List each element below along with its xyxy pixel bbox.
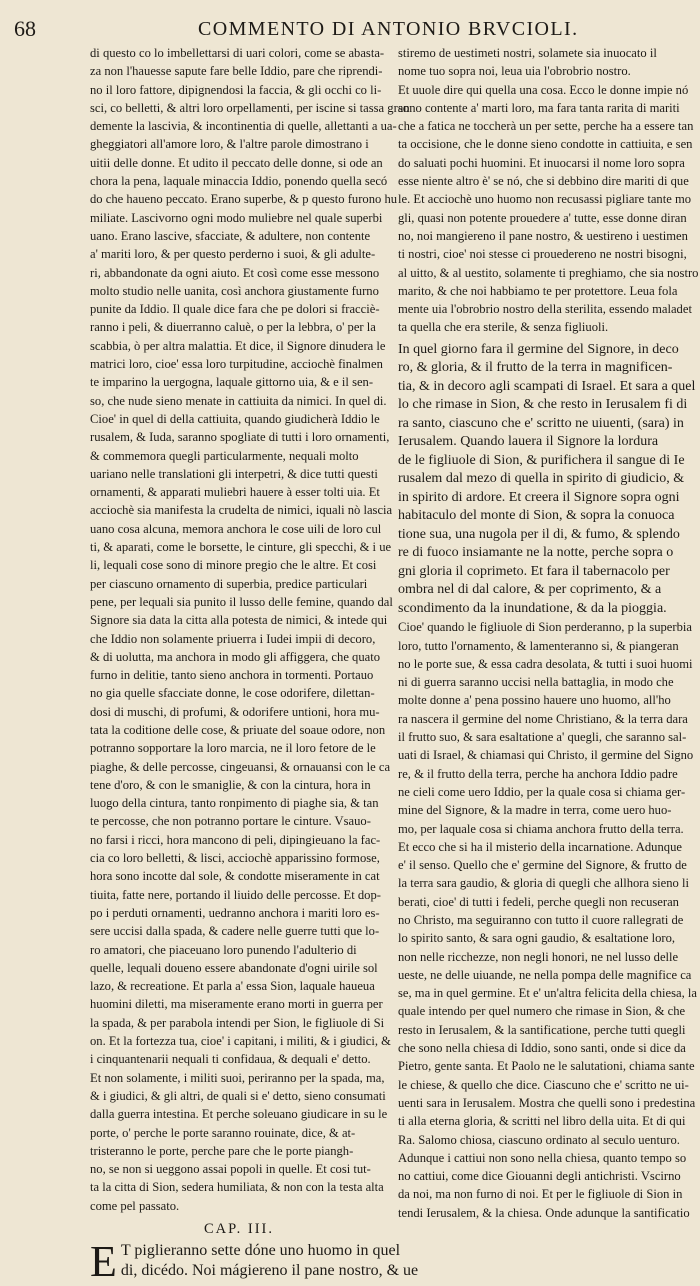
text-line: de le figliuole di Sion, & purifichera il sangue di Ie bbox=[398, 452, 685, 468]
text-line: uano cosa alcuna, memora anchora le cose uili de loro cul bbox=[90, 521, 382, 536]
text-line: uenti sara in Ierusalem. Mostra che quelli sono i predestina bbox=[398, 1095, 696, 1110]
text-line: no, se non si ueggono assai popoli in quelle. Et cosi tut- bbox=[90, 1162, 371, 1177]
text-line: no gia quelle sfacciate donne, le cose odorifere, dilettan- bbox=[90, 686, 375, 701]
text-line: & i giudici, & gli altri, de quali si e' detto, sieno consumati bbox=[90, 1088, 386, 1103]
text-line: re di fuoco insiamante ne la notte, perche sopra o bbox=[398, 545, 674, 561]
text-line: ne cieli come uero Iddio, per la quale cosa si chiama ger- bbox=[398, 784, 686, 799]
text-line: molte donne a' pena possino hauere uno huomo, all'ho bbox=[398, 693, 671, 708]
text-line: ombra nel di dal calore, & per coprimento, & a bbox=[398, 582, 662, 598]
text-line: pene, per lequali sia punito il lusso delle femine, quando dal bbox=[90, 594, 393, 609]
text-line: tendi Ierusalem, & la chiesa. Onde adunque la santificatio bbox=[398, 1205, 690, 1220]
text-line: tristeranno le porte, perche pare che le porte piangh- bbox=[90, 1143, 354, 1158]
text-line: gheggiatori all'amore loro, & l'altre parole dimostrano i bbox=[90, 137, 369, 152]
text-line: scabbia, ò per altra malattia. Et dice, il Signore dinudera le bbox=[90, 338, 386, 353]
text-line: gni gloria il coprimeto. Et fara il tabernacolo per bbox=[398, 563, 670, 579]
text-line: loro, tutto l'ornamento, & lamenteranno si, & piangeran bbox=[398, 638, 679, 653]
chapter-text bbox=[90, 1237, 419, 1286]
text-line: in spirito di ardore. Et creera il Signore sopra ogni bbox=[398, 489, 680, 505]
text-line: no, noi mangiereno il pane nostro, & uestireno i uestimen bbox=[398, 228, 688, 243]
text-line: stiremo de uestimeti nostri, solamete sia inuocato il bbox=[398, 46, 657, 60]
text-line: re, & il frutto della terra, perche ha anchora Iddio padre bbox=[398, 766, 678, 781]
text-line: rusalem dal mezo di quella in spirito di giudicio, & bbox=[398, 471, 685, 487]
text-line: la spada, & per parabola intendi per Sion, le figliuole di Si bbox=[90, 1015, 385, 1030]
running-title: COMMENTO DI ANTONIO BRVCIOLI. bbox=[198, 18, 579, 40]
text-line: gli, quasi non potente prouedere a' tutte, esse donne diran bbox=[398, 210, 687, 225]
text-line: luogo della cintura, tanto ronpimento di piaghe sia, & tan bbox=[90, 796, 379, 811]
text-line: il frutto suo, & sara esaltatione a' quegli, che saranno sal- bbox=[398, 730, 687, 745]
text-line: uano. Erano lascive, sfacciate, & adultere, non contente bbox=[90, 228, 371, 243]
text-line: ro, & gloria, & il frutto de la terra in magnificen- bbox=[398, 360, 673, 376]
text-line: te imparino la uergogna, laquale gittorno uia, & e il sen- bbox=[90, 375, 374, 390]
text-line: i cinquantenarii nequali ti confidaua, & dequali e' detto. bbox=[90, 1052, 371, 1067]
text-line: dosi di muschi, di profumi, & odorifere untioni, hora mu- bbox=[90, 704, 380, 719]
text-line: Signore sia data la citta alla potesta de nimici, & intede qui bbox=[90, 613, 388, 628]
text-line: resto in Ierusalem, & la santificatione, perche tutti quegli bbox=[398, 1022, 686, 1037]
text-line: quelle, lequali doueno essere abandonate d'ogni uirile sol bbox=[90, 960, 378, 975]
text-line: acciochè sia manifesta la crudelta de nimici, iquali nò lascia bbox=[90, 503, 393, 518]
text-line: mo, per laquale cosa si chiama anchora frutto della terra. bbox=[398, 821, 684, 836]
text-line: che a fatica ne toccherà un per sette, perche ha a essere tan bbox=[398, 119, 694, 134]
text-line: Cioe' in quel di della cattiuita, quando giudicherà Iddio le bbox=[90, 411, 380, 426]
text-line: dalla guerra intestina. Et perche soleuano giudicare in su le bbox=[90, 1107, 388, 1122]
text-line: per ciascuno ornamento di superbia, predice particulari bbox=[90, 576, 368, 591]
text-line: punite da Iddio. Il quale dice fara che pe dolori si fracciè- bbox=[90, 302, 380, 317]
text-line: piaghe, & delle percosse, cingeuansi, & ornauansi con le ca bbox=[90, 759, 391, 774]
text-line: po i perduti ornamenti, uedranno anchora i mariti loro es- bbox=[90, 905, 380, 920]
text-line: lo che rimase in Sion, & che resto in Ierusalem fi di bbox=[398, 397, 688, 413]
text-line: che Iddio non solamente priuerra i Iudei impii di decoro, bbox=[90, 631, 376, 646]
text-line: ta la citta di Sion, sedera humiliata, & non con la testa alta bbox=[90, 1180, 384, 1195]
text-line: ra nascera il germine del nome Christiano, & la terra dara bbox=[398, 711, 688, 726]
text-line: on. Et la fortezza tua, cioe' i capitani, i militi, & i giudici, & bbox=[90, 1034, 391, 1049]
text-line: esse niente altro è' se nó, che si debbino dire mariti di que bbox=[398, 174, 689, 189]
text-line: no le porte sue, & essa cadra desolata, & tutti i suoi huomi bbox=[398, 656, 693, 671]
text-line: porte, o' perche le porte saranno rouinate, dice, & at- bbox=[90, 1125, 356, 1140]
text-line: te percosse, che non potranno portare le cinture. Vsauo- bbox=[90, 814, 371, 829]
text-line: Pietro, gente santa. Et Paolo ne le salutationi, chiama sante bbox=[398, 1059, 695, 1074]
text-line: huomini diletti, ma miseramente erano morti in guerra per bbox=[90, 997, 383, 1012]
text-line: Cioe' quando le figliuole di Sion perderanno, p la superbia bbox=[398, 620, 692, 635]
text-line: Et uuole dire qui quella una cosa. Ecco le donne impie nó bbox=[398, 82, 689, 97]
text-line: tata la coditione delle cose, & priuate del soaue odore, non bbox=[90, 722, 386, 737]
text-line: da noi, ma non furno di noi. Et per le figliuole di Sion in bbox=[398, 1187, 683, 1202]
text-line: ti alla eterna gloria, & scritti nel libro della uita. Et di qui bbox=[398, 1114, 686, 1129]
text-line: lo spirito santo, & sara ogni gaudio, & esaltatione loro, bbox=[398, 931, 676, 946]
chapter-heading: CAP. III. bbox=[204, 1221, 274, 1237]
text-line: habitaculo del monte di Sion, & sopra la conuoca bbox=[398, 508, 675, 524]
right-column bbox=[398, 44, 699, 1220]
text-line: no cattiui, come dice Giouanni degli antichristi. Vscirno bbox=[398, 1169, 681, 1184]
text-line: ueste, ne delle uiuande, ne nella pompa delle magnifice ca bbox=[398, 967, 692, 982]
text-line: marito, & che noi habbiamo te per protettore. Leua fola bbox=[398, 283, 678, 298]
text-line: come pel passato. bbox=[90, 1198, 180, 1213]
text-line: In quel giorno fara il germine del Signore, in deco bbox=[398, 341, 679, 357]
text-line: ro amatori, che piaceuano loro punendo l'adulterio di bbox=[90, 942, 357, 957]
text-line: al uitto, & al uestito, solamente ti preghiamo, che sia nostro bbox=[398, 265, 699, 280]
text-line: non nelle ricchezze, non negli honori, ne nel lusso delle bbox=[398, 949, 679, 964]
text-line: ti, & aparati, come le borsette, le cinture, gli specchi, & i ue bbox=[90, 540, 392, 555]
text-line: no farsi i ricci, hora mancono di peli, dipingieuano la fac- bbox=[90, 832, 381, 847]
text-line: quale intendo per quel numero che rimase in Sion, & che bbox=[398, 1004, 686, 1019]
text-line: mine del Signore, & la madre in terra, come uero huo- bbox=[398, 803, 672, 818]
left-column bbox=[90, 44, 419, 1286]
page-number: 68 bbox=[14, 16, 36, 41]
text-line: ri, abbandonate da ogni aiuto. Et così come esse messono bbox=[90, 265, 380, 280]
text-line: potranno sopportare la loro marcia, ne il loro fetore de le bbox=[90, 741, 376, 756]
text-line: miliate. Lascivorno ogni modo muliebre nel quale superbi bbox=[90, 210, 383, 225]
text-line: mente uia l'obrobrio nostro della sterilita, essendo maladet bbox=[398, 302, 692, 317]
text-line: Ierusalem. Quando lauera il Signore la lordura bbox=[398, 434, 659, 450]
text-line: Ra. Salomo chiosa, ciascuno ordinato al seculo uenturo. bbox=[398, 1132, 680, 1147]
text-line: cia co loro belletti, & lisci, acciochè apparissino formose, bbox=[90, 851, 380, 866]
text-line: se, ma in quel germine. Et e' un'altra felicita della chiesa, la bbox=[398, 986, 697, 1001]
text-line: la terra sara gaudio, & gloria di quegli che allhora sieno li bbox=[398, 876, 689, 891]
text-line: tene d'oro, & con le smaniglie, & con la cintura, hora in bbox=[90, 777, 371, 792]
text-line: hora sono incotte dal sole, & condotte miseramente in cat bbox=[90, 869, 380, 884]
text-line: rusalem, & Iuda, saranno spogliate di tutti i loro ornamenti, bbox=[90, 430, 390, 445]
text-line: che sono nella chiesa di Iddio, sono santi, onde si dice da bbox=[398, 1041, 686, 1056]
text-line: & commemora quegli particularmente, nequali molto bbox=[90, 448, 359, 463]
text-line: nome tuo sopra noi, leua uia l'obrobrio nostro. bbox=[398, 64, 631, 79]
text-line: uati di Israel, & chiamasi qui Christo, il germine del Signo bbox=[398, 748, 694, 763]
text-line: le. Et acciochè uno huomo non recusassi pigliare tante mo bbox=[398, 192, 692, 207]
scripture-passage bbox=[398, 341, 694, 619]
text-line: scondimento da la inundatione, & da la pioggia. bbox=[398, 600, 667, 616]
text-line: le chiese, & quello che dice. Ciascuno che e' scritto ne ui- bbox=[398, 1077, 689, 1092]
text-line: sci, co belletti, & altri loro orpellamenti, per iscine si tassa gran bbox=[90, 100, 410, 115]
text-line: di questo co lo imbellettarsi di uari colori, come se abasta- bbox=[90, 46, 385, 60]
page-header bbox=[0, 14, 700, 48]
text-line: Adunque i cattiui non sono nella chiesa, quanto tempo so bbox=[398, 1150, 687, 1165]
text-line: matrici loro, cioe' essa loro turpitudine, acciochè finalmen bbox=[90, 357, 383, 372]
text-line: ta occisione, che le donne sieno condotte in cattiuita, e sen bbox=[398, 137, 693, 152]
text-line: ta quella che era sterile, & senza figliuoli. bbox=[398, 320, 609, 335]
text-line: di, dicédo. Noi mágiereno il pane nostro, & ue bbox=[120, 1262, 419, 1280]
text-line: a' mariti loro, & per questo perderno i suoi, & gli adulte- bbox=[90, 247, 376, 262]
text-line: molto studio nelle uanita, così anchora giustamente furno bbox=[90, 283, 379, 298]
text-line: no Christo, ma seguiranno con tutto il cuore rallegrati de bbox=[398, 913, 684, 927]
text-line: tiuita, fatte nere, portando il liuido delle percosse. Et dop- bbox=[90, 887, 381, 902]
text-line: demente la lascivia, & incontinentia di quelle, allettanti a ua- bbox=[90, 119, 397, 134]
text-line: Et ecco che si ha il misterio della incarnatione. Adunque bbox=[398, 839, 682, 854]
text-line: & di uolutta, ma anchora in modo gli affiggera, che quato bbox=[90, 649, 381, 664]
text-line: ra santo, ciascuno che e' scritto ne uiuenti, (sara) in bbox=[398, 415, 684, 431]
text-line: e' il senso. Quello che e' germine del Signore, & frutto de bbox=[398, 858, 687, 873]
text-line: li, lequali cose sono di minore pregio che le altre. Et cosi bbox=[90, 558, 377, 573]
text-line: ti nostri, cioe' noi stesse ci prouedereno ne nostri bisogni, bbox=[398, 247, 687, 262]
text-line: tione sua, una nugola per il di, & fumo, & splendo bbox=[398, 526, 680, 542]
text-line: tia, & in decoro agli scampati di Israel. Et sara a quel bbox=[398, 378, 696, 394]
text-line: ornamenti, & apparati muliebri hauere à esser tolti uia. Et bbox=[90, 485, 380, 500]
text-line: ranno i peli, & diuerranno caluè, o per la lebbra, o' per la bbox=[90, 320, 376, 335]
text-line: za non l'hauesse sapute fare belle Iddio, pare che riprendi- bbox=[90, 64, 383, 79]
text-line: lazo, & recreatione. Et parla a' essa Sion, laquale haueua bbox=[90, 979, 375, 994]
text-line: so, che nude sieno menate in cattiuita da nimici. In quel di. bbox=[90, 393, 387, 408]
text-line: chora la pena, laquale minaccia Iddio, ponendo quella secó bbox=[90, 174, 388, 189]
text-line: Et non solamente, i militi suoi, periranno per la spada, ma, bbox=[90, 1070, 385, 1085]
text-line: do che haueno peccato. Erano superbe, & p questo furono hu bbox=[90, 192, 398, 207]
text-line: uitii delle donne. Et udito il peccato delle donne, si ode an bbox=[90, 155, 383, 170]
text-line: T piglieranno sette dóne uno huomo in quel bbox=[120, 1242, 401, 1260]
text-line: furno in delitie, tanto sieno anchora in tormenti. Portauo bbox=[90, 668, 374, 683]
text-line: sono contente a' marti loro, ma fara tanta rarita di mariti bbox=[398, 100, 680, 115]
drop-cap: E bbox=[90, 1237, 117, 1286]
text-line: berati, cioe' di tutti i fedeli, perche quegli non recuseran bbox=[398, 894, 679, 909]
text-line: do saluati pochi huomini. Et inuocarsi il nome loro sopra bbox=[398, 155, 685, 170]
text-line: ni di guerra saranno uccisi nella battaglia, in modo che bbox=[398, 675, 674, 690]
text-line: sere uccisi dalla spada, & cadere nelle guerre tutti que lo- bbox=[90, 924, 380, 939]
text-line: uariano nelle translationi gli interpetri, & dice tutti questi bbox=[90, 466, 378, 481]
text-line: no il loro fattore, dipignendosi la faccia, & gli occhi co li- bbox=[90, 82, 382, 97]
